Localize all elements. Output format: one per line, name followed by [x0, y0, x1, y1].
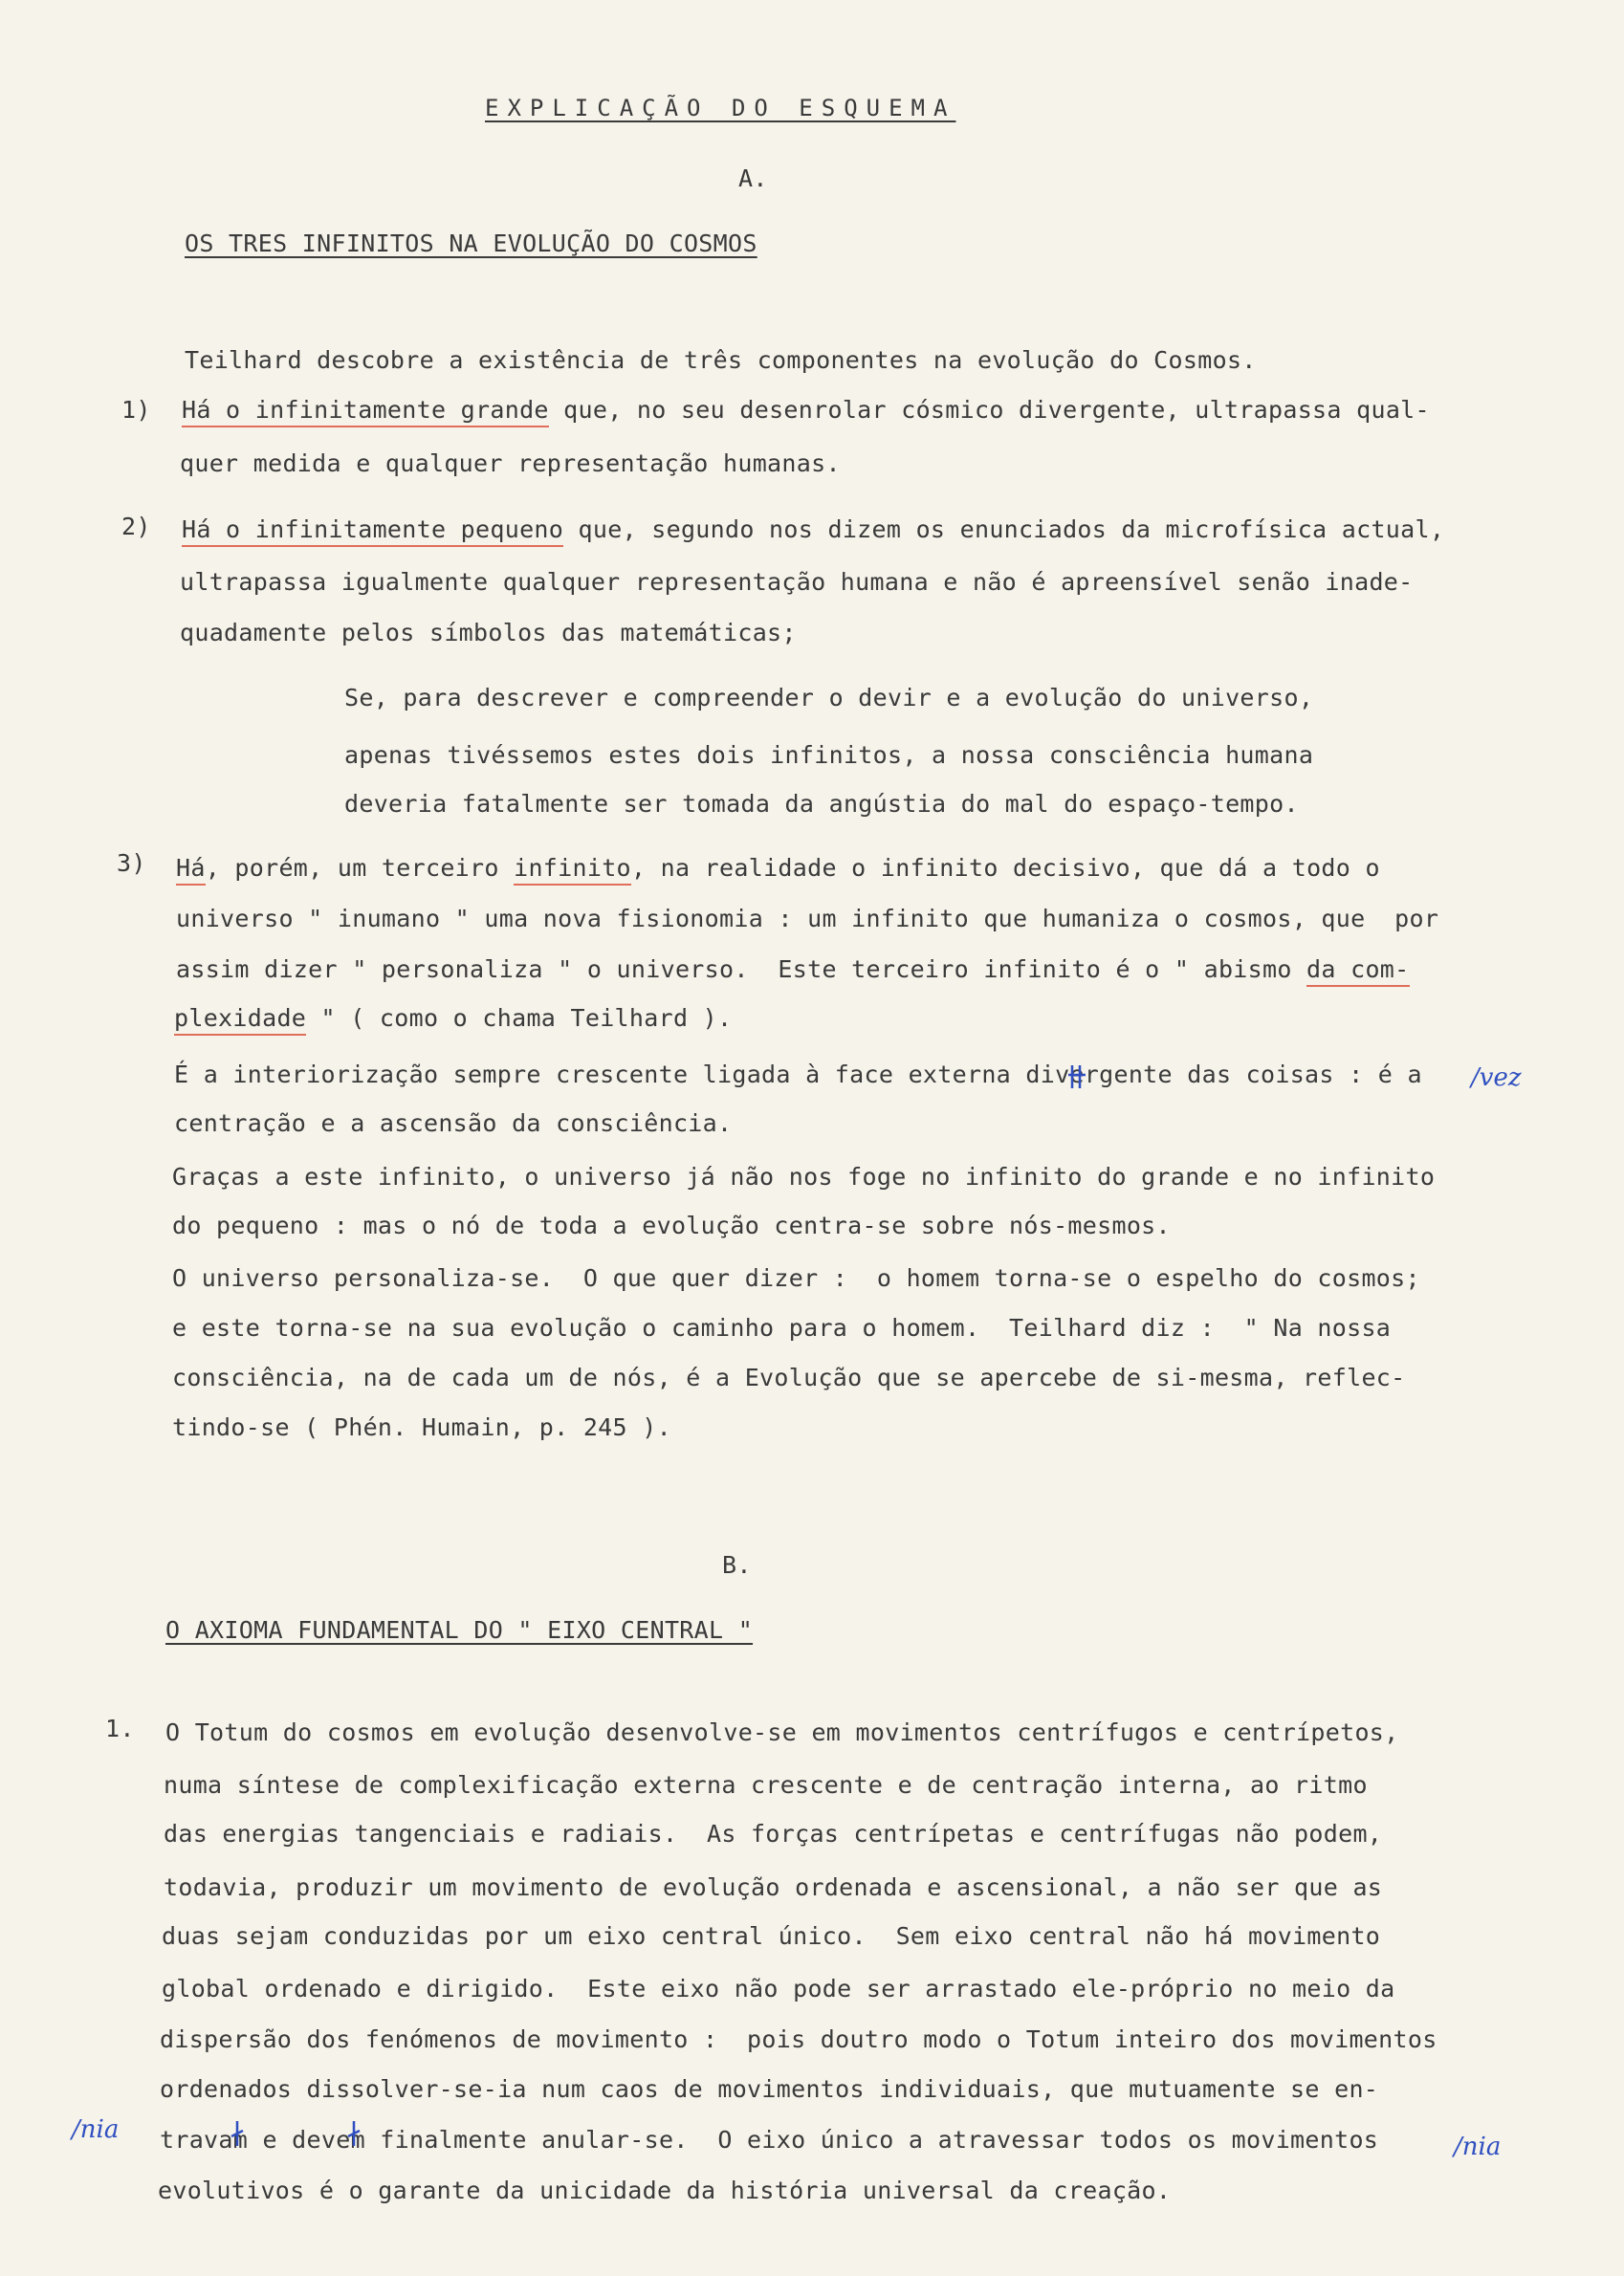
b-item-1-line-4: todavia, produzir um movimento de evolução ordenada e ascensional, a não ser que as	[164, 1873, 1383, 1901]
quote-line-1: Se, para descrever e compreender o devir e a evolução do universo,	[344, 684, 1314, 711]
intro-paragraph: Teilhard descobre a existência de três componentes na evolução do Cosmos.	[185, 346, 1257, 374]
item-2-line-1: Há o infinitamente pequeno que, segundo nos dizem os enunciados da microfísica actual,	[182, 515, 1444, 544]
item-3-line-7: Graças a este infinito, o universo já não nos foge no infinito do grande e no infinito	[172, 1163, 1436, 1191]
margin-note-nia-left: /nia	[72, 2115, 120, 2144]
quote-line-3: deveria fatalmente ser tomada da angústia do mal do espaço-tempo.	[344, 790, 1299, 818]
b-item-1-line-2: numa síntese de complexificação externa crescente e de centração interna, ao ritmo	[164, 1771, 1368, 1799]
b-item-1-line-7: dispersão dos fenómenos de movimento : pois doutro modo o Totum inteiro dos movimentos	[160, 2025, 1437, 2053]
b-item-1-line-3: das energias tangenciais e radiais. As forças centrípetas e centrífugas não podem,	[164, 1820, 1383, 1848]
item-3-line-9: O universo personaliza-se. O que quer dizer : o homem torna-se o espelho do cosmos;	[172, 1264, 1420, 1292]
section-a-letter: A.	[738, 164, 768, 192]
quote-line-2: apenas tivéssemos estes dois infinitos, a nossa consciência humana	[344, 741, 1314, 769]
section-a-heading: OS TRES INFINITOS NA EVOLUÇÃO DO COSMOS	[185, 230, 757, 257]
correction-mark	[1066, 1061, 1095, 1092]
section-b-heading: O AXIOMA FUNDAMENTAL DO " EIXO CENTRAL "	[165, 1616, 754, 1644]
page-title: EXPLICAÇÃO DO ESQUEMA	[485, 95, 956, 121]
item-3-line-2: universo " inumano " uma nova fisionomia : um infinito que humaniza o cosmos, que por	[176, 905, 1439, 932]
item-2-line-2: ultrapassa igualmente qualquer representação humana e não é apreensível senão inade-	[180, 568, 1414, 596]
item-1-line-2: quer medida e qualquer representação humanas.	[180, 449, 841, 477]
item-2-number: 2)	[121, 513, 151, 540]
item-3-line-1: Há, porém, um terceiro infinito, na realidade o infinito decisivo, que dá a todo o	[176, 854, 1380, 883]
item-3-line-12: tindo-se ( Phén. Humain, p. 245 ).	[172, 1413, 671, 1441]
b-item-1-number: 1.	[105, 1715, 135, 1742]
item-3-line-6: centração e a ascensão da consciência.	[174, 1109, 733, 1137]
item-3-line-11: consciência, na de cada um de nós, é a Evolução que se apercebe de si-mesma, reflec-	[172, 1364, 1406, 1391]
b-item-1-line-8: ordenados dissolver-se-ia num caos de movimentos individuais, que mutuamente se en-	[160, 2075, 1379, 2103]
b-item-1-line-9: travam e devem finalmente anular-se. O eixo único a atravessar todos os movimentos	[160, 2126, 1379, 2154]
margin-note-vez: /vez	[1471, 1063, 1522, 1092]
item-1-line-1: Há o infinitamente grande que, no seu desenrolar cósmico divergente, ultrapassa qual-	[182, 396, 1430, 425]
item-2-highlight: Há o infinitamente pequeno	[182, 515, 563, 547]
item-3-line-4: plexidade " ( como o chama Teilhard ).	[174, 1004, 732, 1033]
item-3-number: 3)	[117, 849, 146, 877]
margin-note-nia-right: /nia	[1454, 2133, 1502, 2161]
correction-mark-2	[230, 2119, 249, 2150]
b-item-1-line-1: O Totum do cosmos em evolução desenvolve-se em movimentos centrífugos e centrípetos,	[165, 1718, 1399, 1746]
item-3-line-8: do pequeno : mas o nó de toda a evolução centra-se sobre nós-mesmos.	[172, 1212, 1171, 1239]
item-1-number: 1)	[121, 396, 151, 424]
b-item-1-line-5: duas sejam conduzidas por um eixo central único. Sem eixo central não há movimento	[162, 1922, 1381, 1950]
b-item-1-line-6: global ordenado e dirigido. Este eixo não pode ser arrastado ele-próprio no meio da	[162, 1975, 1395, 2002]
section-b-letter: B.	[722, 1551, 752, 1579]
item-3-line-3: assim dizer " personaliza " o universo. Este terceiro infinito é o " abismo da com-	[176, 955, 1410, 984]
item-1-highlight: Há o infinitamente grande	[182, 396, 549, 427]
item-2-line-3: quadamente pelos símbolos das matemáticas;	[180, 619, 797, 646]
item-3-line-10: e este torna-se na sua evolução o caminho para o homem. Teilhard diz : " Na nossa	[172, 1314, 1392, 1342]
correction-mark-3	[346, 2119, 365, 2150]
b-item-1-line-10: evolutivos é o garante da unicidade da história universal da creação.	[158, 2177, 1172, 2204]
item-3-line-5: É a interiorização sempre crescente ligada à face externa divergente das coisas : é a	[174, 1061, 1422, 1088]
